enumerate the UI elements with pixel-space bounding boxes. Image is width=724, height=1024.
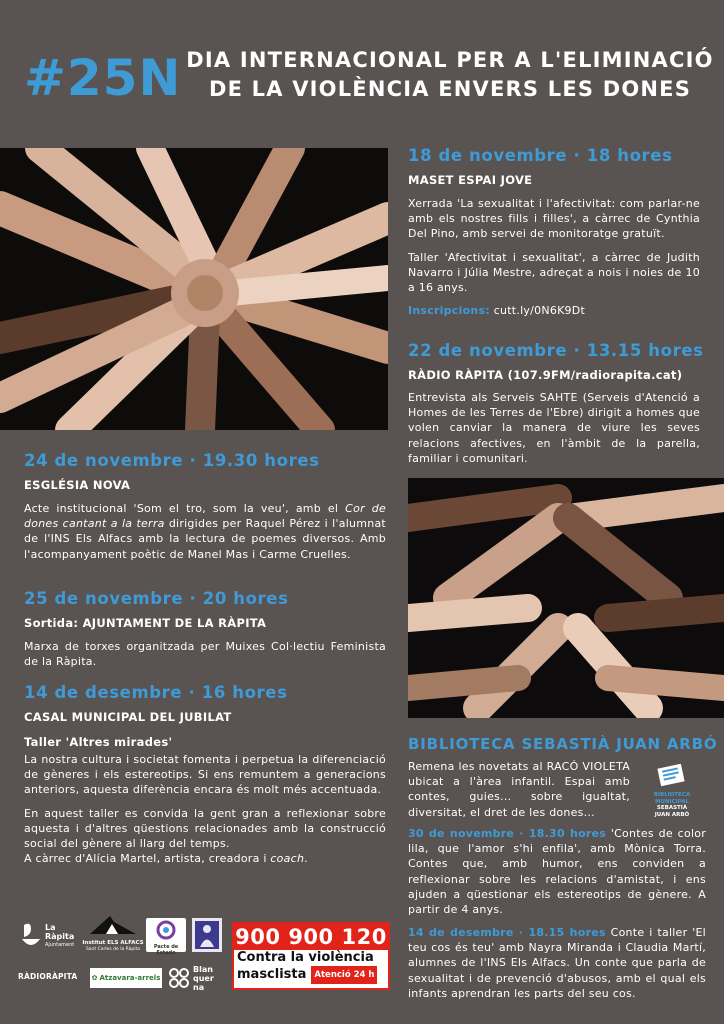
event-venue: CASAL MUNICIPAL DEL JUBILAT: [24, 710, 232, 724]
text-part: dirigides per Raquel Pérez i l'alumnat de l'INS Els Alfacs amb la lectura de poemes diversos. Amb l'acompanyament poètic de Manel Mas i Carme Cruelles.: [24, 517, 386, 561]
event-credit: [24, 851, 386, 866]
leaf-icon: ✿: [91, 974, 98, 982]
pacte-estado-logo: [146, 918, 186, 956]
logo-line: Institut ELS ALFACS: [82, 940, 144, 946]
library-event-date: 30 de novembre · 18.30 hores: [408, 827, 607, 840]
choir-name: Cor de dones cantant a la terra: [24, 502, 386, 531]
library-event-2: [408, 925, 706, 1001]
event-22-nov: [408, 341, 704, 466]
logo-line: JUAN ARBÓ: [654, 811, 690, 818]
inscription-label: Inscripcions:: [408, 304, 490, 318]
book-icon: [655, 760, 689, 788]
event-venue: [24, 616, 386, 630]
institut-els-alfacs-logo: [82, 912, 144, 956]
pacte-emblem-icon: [155, 920, 177, 940]
event-description: Xerrada 'La sexualitat i l'afectivitat: com parlar-ne amb els nostres fills i filles', a càrrec de Cynthia Del Pino, amb servei de monitoratge gratuït.: [408, 197, 700, 241]
venue-name: AJUNTAMENT DE LA RÀPITA: [82, 616, 267, 630]
event-description: [24, 501, 386, 562]
event-description: Marxa de torxes organitzada per Muixes Col·lectiu Feminista de la Ràpita.: [24, 640, 386, 669]
library-logo-text: [638, 792, 706, 818]
radio-rapita-logo: RÀDIORÀPITA: [18, 972, 78, 981]
hotline-number[interactable]: 900 900 120: [235, 925, 387, 949]
logo-line: SEBASTIÀ: [656, 805, 688, 811]
blanquerna-text: [193, 965, 214, 992]
event-description-2: En aquest taller es convida la gent gran a reflexionar sobre aquesta i d'altres qüestions relacionades amb la construcció social del gènere al llarg del temps.: [24, 806, 386, 851]
library-event-text: 'Contes de color lila, que l'amor s'hi enfila', amb Mònica Torra. Contes que, amb humor, ens conviden a reflexionar sobre les relacions d'amistat, i ens ajuden a qüestionar els estereotips de gènere. A partir de 4 anys.: [408, 827, 706, 917]
title-line-2: DE LA VIOLÈNCIA ENVERS LES DONES: [208, 77, 692, 101]
blanquerna-logo: [168, 962, 224, 994]
event-description-2: Taller 'Afectivitat i sexualitat', a càrrec de Judith Navarro i Júlia Mestre, adreçat a nois i noies de 10 a 16 anys.: [408, 250, 700, 295]
coach-word: coach: [270, 852, 305, 866]
silhouette-icon: [192, 918, 222, 952]
event-14-des: [24, 683, 386, 866]
inscription-link[interactable]: cutt.ly/0N6K9Dt: [493, 304, 586, 318]
library-title: BIBLIOTECA SEBASTIÀ JUAN ARBÓ: [408, 735, 718, 753]
logo-line: MUNICIPAL: [655, 798, 689, 805]
inscription-line: [408, 303, 700, 318]
event-18-nov: [408, 146, 700, 318]
logo-line: na: [193, 982, 205, 992]
text-part: Acte institucional 'Som el tro, som la veu', amb el: [24, 502, 346, 515]
rapita-logo-text: [45, 923, 74, 950]
logo-line: BIBLIOTECA: [653, 792, 691, 798]
event-venue: ESGLÉSIA NOVA: [24, 478, 131, 492]
hotline-tag: Atenció 24 h: [311, 966, 377, 984]
hands-circle-photo: [0, 148, 388, 430]
event-description: Entrevista als Serveis SAHTE (Serveis d'Atenció a Homes de les Terres de l'Ebre) dirigit a homes que volen canviar la manera de viure les seves relacions afectives, en l'àmbit de la parella, familiar i comunitari.: [408, 391, 700, 465]
event-description: La nostra cultura i societat fomenta i perpetua la diferenciació de gèneres i els estereotips. Si ens remuntem a generacions anteriors, aquesta diferència encara és molt més accentuada.: [24, 753, 386, 797]
rapita-emblem-icon: [20, 921, 42, 951]
logo-line: Ràpita: [45, 931, 75, 941]
library-event-text: Conte i taller 'El teu cos és teu' amb Nayra Miranda i Claudia Martí, alumnes de l'INS Els Alfacs. Un conte que parla de sexualitat i de prevenció d'abusos, amb el qual els infants aprendran les parts del seu cos.: [408, 926, 706, 1000]
venue-label: Sortida:: [24, 616, 79, 630]
atzavara-arrels-logo: [90, 968, 162, 988]
logo-line: Sant Carles de la Ràpita: [85, 947, 141, 952]
event-date: 25 de novembre · 20 hores: [24, 589, 289, 608]
title-line-1: DIA INTERNACIONAL PER A L'ELIMINACIÓ: [186, 48, 714, 72]
logo-line: Ajuntament: [45, 941, 75, 948]
library-logo: [638, 760, 706, 822]
hotline-line-1: Contra la violència: [237, 950, 374, 965]
hotline-line-2: [234, 966, 388, 984]
hashtag-25n: #25N: [24, 49, 182, 107]
event-venue: RÀDIO RÀPITA (107.9FM/radiorapita.cat): [408, 368, 683, 382]
library-intro: Remena les novetats al RACÓ VIOLETA ubicat a l'àrea infantil. Espai amb contes, guies... sobre igualtat, diversitat, el dret de les dones...: [408, 760, 630, 819]
hotline-box: [232, 922, 390, 990]
text-part: .: [304, 852, 308, 866]
library-event-date: 14 de desembre · 18.15 hores: [408, 926, 606, 939]
rapita-ajuntament-logo: [20, 918, 76, 954]
hands-chain-photo: [408, 478, 724, 718]
logo-line: Blan: [193, 964, 213, 974]
event-25-nov: [24, 589, 386, 669]
logo-line: La: [45, 922, 56, 932]
purple-emblem-logo: [192, 918, 222, 952]
blanquerna-emblem-icon: [168, 967, 190, 989]
workshop-title: Taller 'Altres mirades': [24, 735, 173, 749]
logo-line: Pacte de Estado: [153, 944, 179, 956]
page-title: [180, 46, 720, 104]
event-date: 18 de novembre · 18 hores: [408, 146, 673, 165]
event-date: 24 de novembre · 19.30 hores: [24, 451, 320, 470]
logo-line: Atzavara-arrels: [99, 974, 161, 982]
event-date: 14 de desembre · 16 hores: [24, 683, 288, 702]
event-24-nov: [24, 451, 386, 562]
institut-emblem-icon: [88, 912, 138, 936]
hotline-line-2-text: masclista: [237, 967, 307, 982]
library-event-1: [408, 826, 706, 917]
event-venue: MASET ESPAI JOVE: [408, 173, 533, 187]
event-date: 22 de novembre · 13.15 hores: [408, 341, 704, 360]
logo-line: quer: [193, 973, 214, 983]
text-part: A càrrec d'Alícia Martel, artista, creadora i: [24, 852, 271, 866]
